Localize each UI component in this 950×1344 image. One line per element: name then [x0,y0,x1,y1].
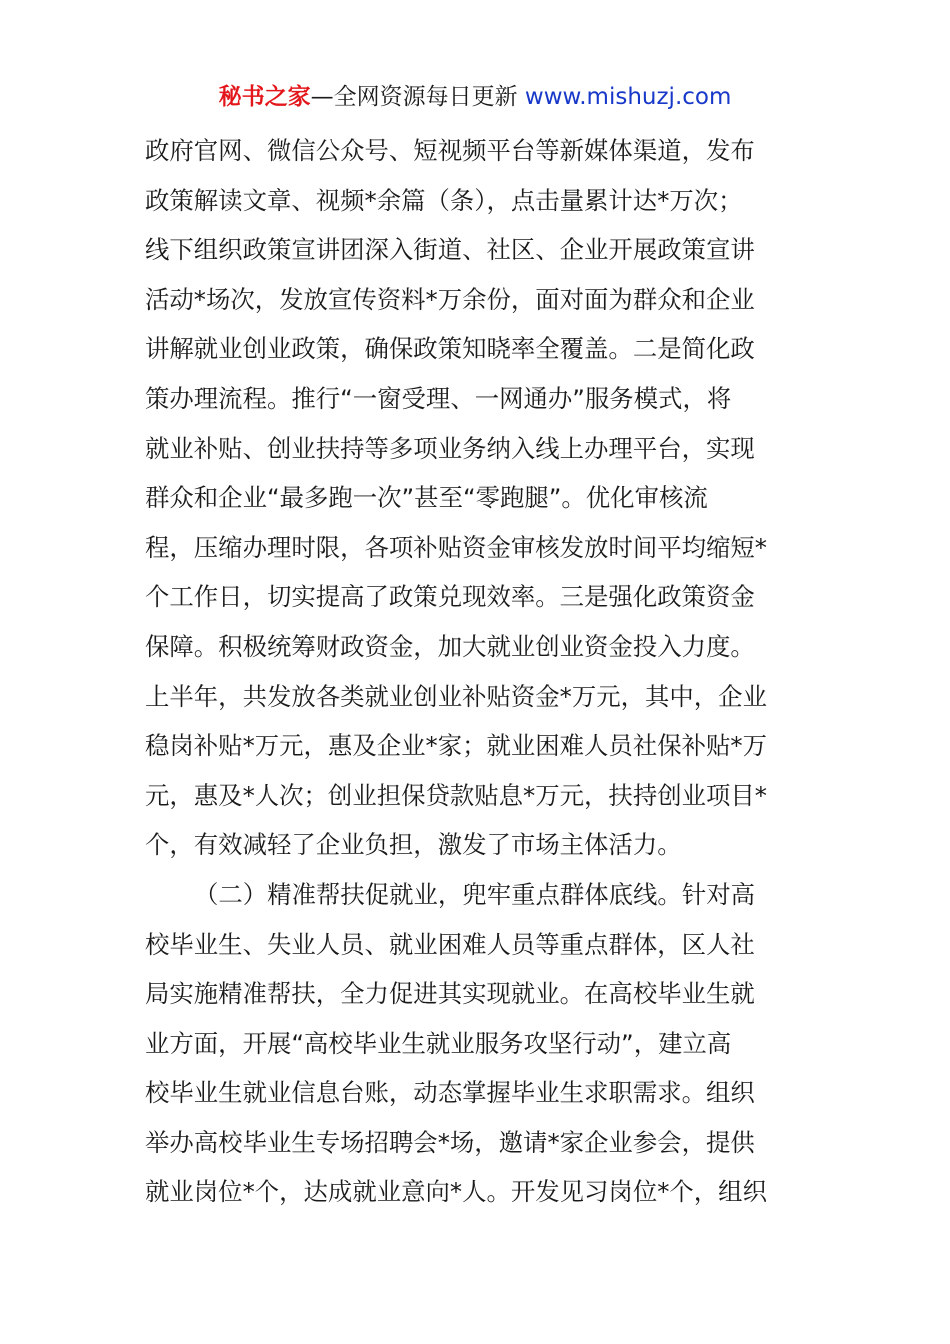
site-tagline: —全网资源每日更新 [310,84,518,110]
section-heading-line: （二）精准帮扶促就业，兜牢重点群体底线。针对高 [194,879,755,909]
text-line: 业方面，开展“高校毕业生就业服务攻坚行动”，建立高 [145,1028,732,1058]
text-line: 活动*场次，发放宣传资料*万余份，面对面为群众和企业 [145,284,755,314]
text-line: 局实施精准帮扶，全力促进其实现就业。在高校毕业生就 [145,979,755,1009]
text-line: 策办理流程。推行“一窗受理、一网通办”服务模式，将 [145,383,732,413]
site-brand: 秘书之家 [218,84,311,110]
text-line: 线下组织政策宣讲团深入街道、社区、企业开展政策宣讲 [145,235,755,265]
text-line: 保障。积极统筹财政资金，加大就业创业资金投入力度。 [145,631,755,661]
text-line: 群众和企业“最多跑一次”甚至“零跑腿”。优化审核流 [145,483,708,513]
text-line: 校毕业生、失业人员、就业困难人员等重点群体，区人社 [145,929,755,959]
text-line: 稳岗补贴*万元，惠及企业*家；就业困难人员社保补贴*万 [145,731,767,761]
text-line: 政策解读文章、视频*余篇（条），点击量累计达*万次； [145,185,743,215]
document-body [145,126,815,1217]
text-line: 举办高校毕业生专场招聘会*场，邀请*家企业参会，提供 [145,1127,755,1157]
text-line: 个工作日，切实提高了政策兑现效率。三是强化政策资金 [145,582,755,612]
text-line: 就业岗位*个，达成就业意向*人。开发见习岗位*个，组织 [145,1177,767,1207]
text-line: 元，惠及*人次；创业担保贷款贴息*万元，扶持创业项目* [145,780,767,810]
text-line: 就业补贴、创业扶持等多项业务纳入线上办理平台，实现 [145,433,755,463]
site-url[interactable]: www.mishuzj.com [524,84,732,110]
text-line: 个，有效减轻了企业负担，激发了市场主体活力。 [145,830,682,860]
text-line: 程，压缩办理时限，各项补贴资金审核发放时间平均缩短* [145,532,767,562]
text-line: 校毕业生就业信息台账，动态掌握毕业生求职需求。组织 [145,1078,755,1108]
text-line: 政府官网、微信公众号、短视频平台等新媒体渠道，发布 [145,136,755,165]
page-header [0,80,950,114]
text-line: 上半年，共发放各类就业创业补贴资金*万元，其中，企业 [145,681,767,711]
text-line: 讲解就业创业政策，确保政策知晓率全覆盖。二是简化政 [145,334,755,364]
